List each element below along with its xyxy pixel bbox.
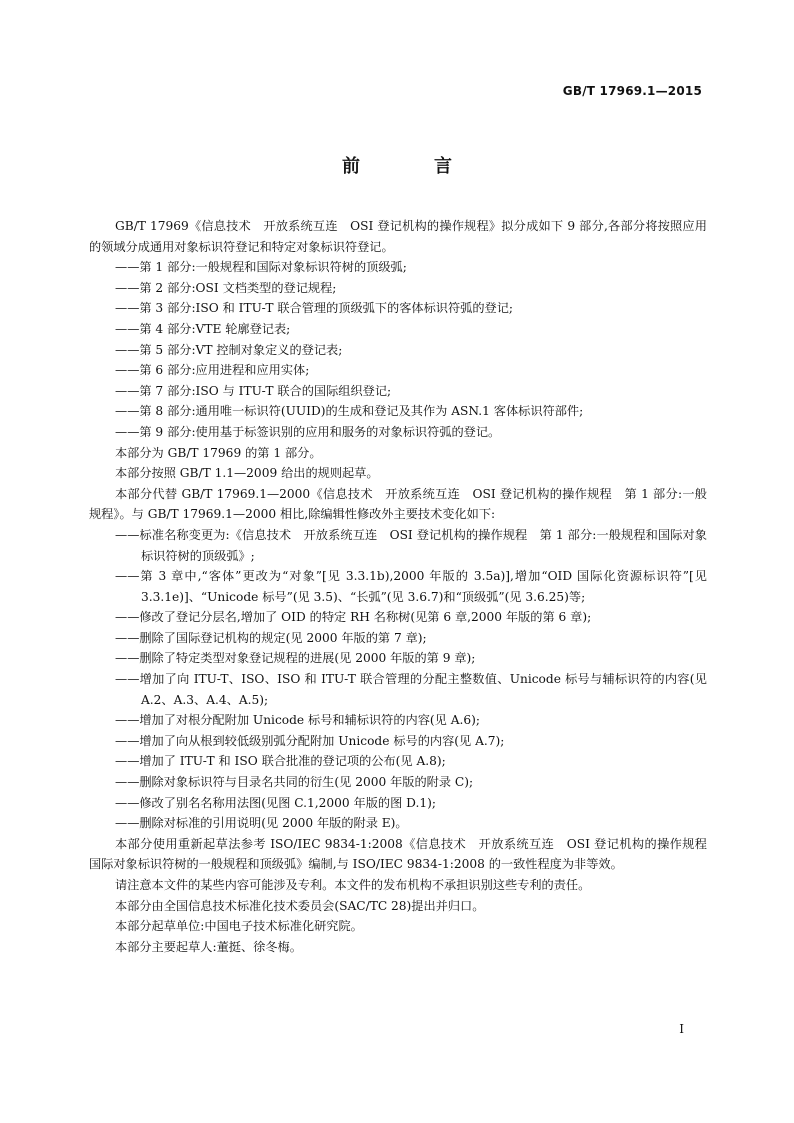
paragraph: 本部分代替 GB/T 17969.1—2000《信息技术 开放系统互连 OSI 登记机构的操作规程 第 1 部分:一般规程》。与 GB/T 17969.1—2000 相比,除编辑性修改外主要技术变化如下: — [89, 486, 707, 522]
paragraph: 本部分按照 GB/T 1.1—2009 给出的规则起草。 — [115, 466, 379, 481]
list-item: ——第 3 部分:ISO 和 ITU-T 联合管理的顶级弧下的客体标识符弧的登记; — [115, 301, 513, 316]
list-item: ——第 1 部分:一般规程和国际对象标识符树的顶级弧; — [115, 260, 407, 275]
paragraph: 本部分为 GB/T 17969 的第 1 部分。 — [115, 445, 322, 460]
list-item: ——第 6 部分:应用进程和应用实体; — [115, 363, 310, 378]
list-item: ——删除对标准的引用说明(见 2000 年版的附录 E)。 — [115, 816, 408, 831]
paragraph: 本部分使用重新起草法参考 ISO/IEC 9834-1:2008《信息技术 开放系统互连 OSI 登记机构的操作规程 国际对象标识符树的一般规程和顶级弧》编制,与 ISO/IEC 9834-1:2008 的一致性程度为非等效。 — [89, 836, 720, 872]
list-item: ——增加了 ITU-T 和 ISO 联合批准的登记项的公布(见 A.8); — [115, 754, 446, 769]
list-item: ——删除对象标识符与目录名共同的衍生(见 2000 年版的附录 C); — [115, 775, 474, 790]
page-title: 前 言 — [342, 156, 480, 177]
paragraph: 本部分主要起草人:董挺、徐冬梅。 — [115, 939, 302, 954]
paragraph: 本部分由全国信息技术标准化技术委员会(SAC/TC 28)提出并归口。 — [115, 898, 485, 913]
list-item: ——删除了国际登记机构的规定(见 2000 年版的第 7 章); — [115, 630, 427, 645]
list-item: ——第 4 部分:VTE 轮廓登记表; — [115, 321, 291, 336]
list-item: ——增加了对根分配附加 Unicode 标号和辅标识符的内容(见 A.6); — [115, 713, 480, 728]
document-code: GB/T 17969.1—2015 — [562, 84, 702, 98]
paragraph: 本部分起草单位:中国电子技术标准化研究院。 — [115, 919, 363, 934]
paragraph: GB/T 17969《信息技术 开放系统互连 OSI 登记机构的操作规程》拟分成如下 9 部分,各部分将按照应用的领域分成通用对象标识符登记和特定对象标识符登记。 — [89, 219, 707, 254]
page-number: I — [679, 1022, 684, 1036]
list-item: ——增加了向 ITU-T、ISO、ISO 和 ITU-T 联合管理的分配主整数值、Unicode 标号与辅标识符的内容(见 A.2、A.3、A.4、A.5); — [115, 672, 707, 707]
foreword-body — [89, 216, 720, 957]
list-item: ——第 3 章中,“客体”更改为“对象”[见 3.3.1b),2000 年版的 3.5a)],增加“OID 国际化资源标识符”[见 3.3.1e)]、“Unicode 标号”(见 3.5)、“长弧”(见 3.6.7)和“顶级弧”(见 3.6.25)等; — [115, 569, 707, 604]
list-item: ——修改了别名名称用法图(见图 C.1,2000 年版的图 D.1); — [115, 795, 436, 810]
list-item: ——标准名称变更为:《信息技术 开放系统互连 OSI 登记机构的操作规程 第 1 部分:一般规程和国际对象标识符树的顶级弧》; — [115, 527, 707, 563]
list-item: ——删除了特定类型对象登记规程的进展(见 2000 年版的第 9 章); — [115, 651, 476, 666]
paragraph: 请注意本文件的某些内容可能涉及专利。本文件的发布机构不承担识别这些专利的责任。 — [115, 878, 591, 892]
list-item: ——第 9 部分:使用基于标签识别的应用和服务的对象标识符弧的登记。 — [115, 424, 501, 439]
list-item: ——第 7 部分:ISO 与 ITU-T 联合的国际组织登记; — [115, 383, 392, 398]
list-item: ——增加了向从根到较低级别弧分配附加 Unicode 标号的内容(见 A.7); — [115, 733, 505, 748]
list-item: ——修改了登记分层名,增加了 OID 的特定 RH 名称树(见第 6 章,2000 年版的第 6 章); — [115, 610, 592, 625]
list-item: ——第 2 部分:OSI 文档类型的登记规程; — [115, 280, 337, 295]
list-item: ——第 8 部分:通用唯一标识符(UUID)的生成和登记及其作为 ASN.1 客体标识符部件; — [115, 404, 584, 419]
list-item: ——第 5 部分:VT 控制对象定义的登记表; — [115, 342, 343, 357]
